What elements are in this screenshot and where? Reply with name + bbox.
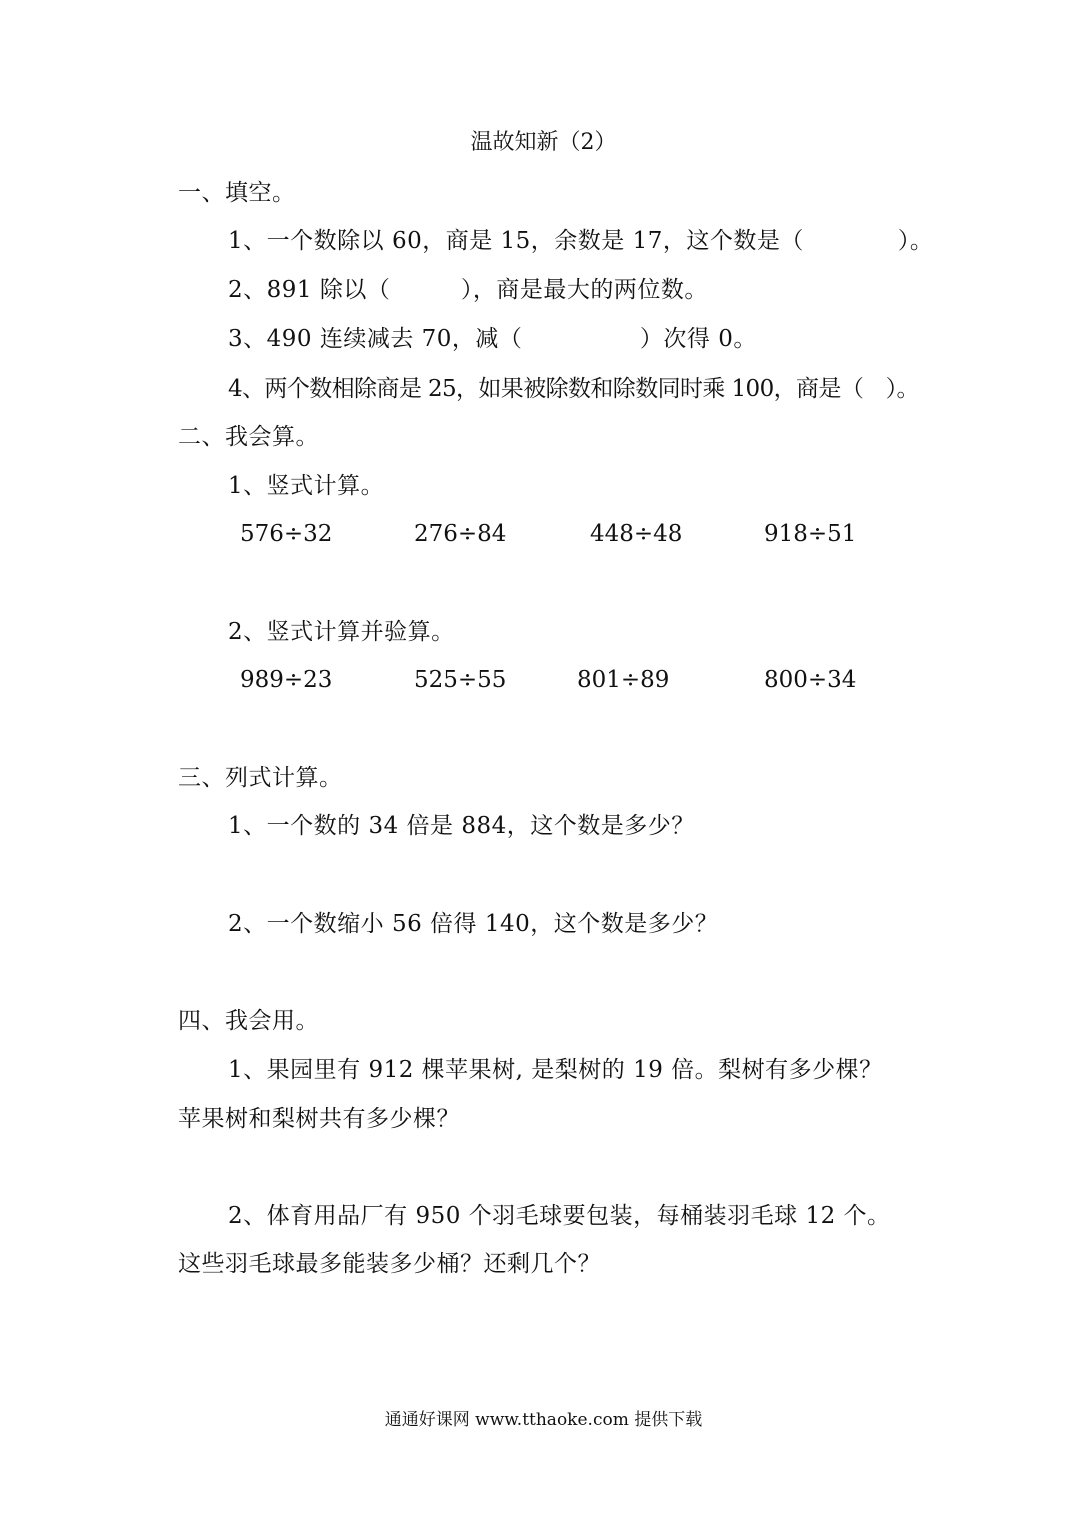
- section-heading-equation: 三、列式计算。: [178, 765, 343, 791]
- question-1-2: 2、891 除以（ ），商是最大的两位数。: [228, 277, 708, 303]
- question-1-1: 1、一个数除以 60，商是 15，余数是 17，这个数是（ ）。: [228, 228, 934, 254]
- question-4-2-line2: 这些羽毛球最多能装多少桶？还剩几个？: [178, 1251, 601, 1277]
- question-3-2: 2、一个数缩小 56 倍得 140，这个数是多少？: [228, 911, 719, 937]
- question-4-1-line1: 1、果园里有 912 棵苹果树, 是梨树的 19 倍。梨树有多少棵？: [228, 1057, 883, 1083]
- section-heading-calculate: 二、我会算。: [178, 424, 319, 450]
- question-1-4: 4、两个数相除商是 25，如果被除数和除数同时乘 100，商是（ ）。: [228, 376, 919, 402]
- question-1-3: 3、490 连续减去 70，减（ ）次得 0。: [228, 326, 757, 352]
- section-heading-application: 四、我会用。: [178, 1008, 319, 1034]
- calc-item: 918÷51: [764, 521, 857, 547]
- calc-item: 525÷55: [414, 667, 507, 693]
- calc-item: 800÷34: [764, 667, 857, 693]
- question-3-1: 1、一个数的 34 倍是 884，这个数是多少？: [228, 813, 695, 839]
- subsection-vertical-calc-verify: 2、竖式计算并验算。: [228, 619, 455, 645]
- calc-item: 448÷48: [590, 521, 683, 547]
- calc-item: 576÷32: [240, 521, 333, 547]
- question-4-1-line2: 苹果树和梨树共有多少棵？: [178, 1106, 460, 1132]
- calc-item: 989÷23: [240, 667, 333, 693]
- page-title: 温故知新（2）: [470, 130, 617, 155]
- footer-source: 通通好课网 www.tthaoke.com 提供下载: [384, 1410, 703, 1430]
- calc-item: 801÷89: [577, 667, 670, 693]
- calc-item: 276÷84: [414, 521, 507, 547]
- subsection-vertical-calc: 1、竖式计算。: [228, 473, 385, 499]
- section-heading-fill-blank: 一、填空。: [178, 180, 296, 206]
- question-4-2-line1: 2、体育用品厂有 950 个羽毛球要包装，每桶装羽毛球 12 个。: [228, 1203, 891, 1229]
